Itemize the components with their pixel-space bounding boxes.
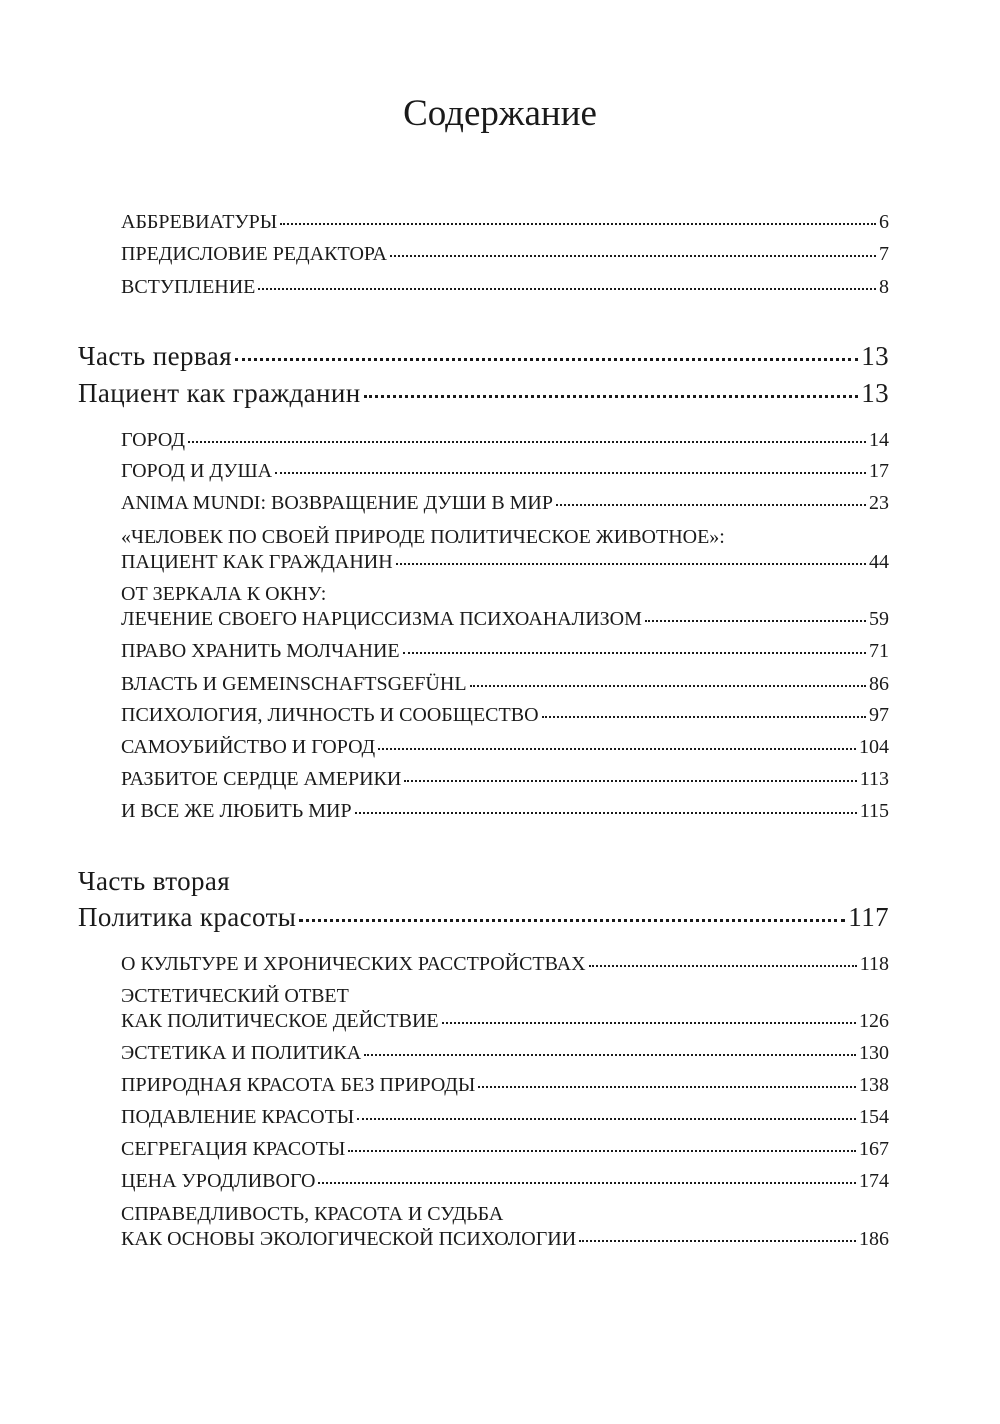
toc-entry-page: 126 [859,1010,889,1032]
part-subtitle[interactable] [78,380,889,407]
dot-leader [470,685,866,687]
toc-entry-label: ANIMA MUNDI: ВОЗВРАЩЕНИЕ ДУШИ В МИР [121,492,554,514]
toc-entry[interactable] [121,461,889,481]
toc-entry[interactable] [121,430,889,450]
toc-entry-pre-line: ЭСТЕТИЧЕСКИЙ ОТВЕТ [121,985,349,1007]
dot-leader [275,472,866,474]
toc-entry[interactable] [121,954,889,974]
toc-entry-page: 7 [879,243,889,265]
dot-leader [396,563,866,565]
toc-entry-page: 8 [879,276,889,298]
toc-entry-page: 118 [859,953,889,975]
dot-leader [357,1118,856,1120]
toc-entry-label: ЛЕЧЕНИЕ СВОЕГО НАРЦИССИЗМА ПСИХОАНАЛИЗОМ [121,608,642,630]
toc-entry-label: КАК ОСНОВЫ ЭКОЛОГИЧЕСКОЙ ПСИХОЛОГИИ [121,1228,577,1250]
dot-leader [378,748,856,750]
dot-leader [258,288,876,290]
toc-entry-label: ПАЦИЕНТ КАК ГРАЖДАНИН [121,551,393,573]
part-subtitle[interactable] [78,904,889,931]
dot-leader [390,255,876,257]
dot-leader [348,1150,856,1152]
part-subtitle-label: Политика красоты [78,902,297,932]
toc-entry-page: 186 [859,1228,889,1250]
dot-leader [404,780,856,782]
toc-entry[interactable] [121,1107,889,1127]
dot-leader [188,441,866,443]
toc-entry[interactable] [121,801,889,821]
toc-entry[interactable] [121,737,889,757]
toc-entry[interactable] [121,244,889,264]
dot-leader [478,1086,856,1088]
toc-entry-page: 17 [869,460,889,482]
dot-leader [235,358,858,361]
toc-entry-label: ЦЕНА УРОДЛИВОГО [121,1170,316,1192]
toc-entry-label: ВСТУПЛЕНИЕ [121,276,256,298]
toc-entry-pre-line: СПРАВЕДЛИВОСТЬ, КРАСОТА И СУДЬБА [121,1203,504,1225]
toc-entry-label: ПРЕДИСЛОВИЕ РЕДАКТОРА [121,243,387,265]
part-subtitle-label: Пациент как гражданин [78,378,361,408]
toc-entry[interactable] [121,493,889,513]
dot-leader [364,395,859,398]
dot-leader [403,652,866,654]
toc-entry-pre-line: «ЧЕЛОВЕК ПО СВОЕЙ ПРИРОДЕ ПОЛИТИЧЕСКОЕ ЖИВОТНОЕ»: [121,526,725,548]
toc-entry[interactable] [121,277,889,297]
toc-entry-label: И ВСЕ ЖЕ ЛЮБИТЬ МИР [121,800,352,822]
toc-entry-label: АББРЕВИАТУРЫ [121,211,278,233]
part-heading[interactable] [78,343,889,370]
toc-entry-page: 115 [859,800,889,822]
toc-entry[interactable] [121,641,889,661]
dot-leader [364,1054,856,1056]
toc-entry-label: ВЛАСТЬ И GEMEINSCHAFTSGEFÜHL [121,673,467,695]
dot-leader [645,620,866,622]
toc-entry[interactable] [121,1075,889,1095]
toc-entry-page: 23 [869,492,889,514]
toc-entry-label: ПОДАВЛЕНИЕ КРАСОТЫ [121,1106,355,1128]
toc-entry-label: О КУЛЬТУРЕ И ХРОНИЧЕСКИХ РАССТРОЙСТВАХ [121,953,586,975]
toc-entry-label: ГОРОД И ДУША [121,460,273,482]
toc-entry[interactable] [121,1139,889,1159]
toc-entry-page: 44 [869,551,889,573]
toc-entry-page: 167 [859,1138,889,1160]
part-subtitle-page: 117 [848,902,889,932]
toc-entry-pre-line: ОТ ЗЕРКАЛА К ОКНУ: [121,583,327,605]
toc-entry-label: ГОРОД [121,429,185,451]
toc-entry-page: 97 [869,704,889,726]
part-heading-label: Часть первая [78,341,232,371]
toc-entry-page: 59 [869,608,889,630]
dot-leader [579,1240,856,1242]
toc-entry-page: 14 [869,429,889,451]
toc-entry-page: 130 [859,1042,889,1064]
toc-entry-page: 104 [859,736,889,758]
toc-entry-label: СЕГРЕГАЦИЯ КРАСОТЫ [121,1138,346,1160]
toc-entry-page: 6 [879,211,889,233]
toc-entry-label: КАК ПОЛИТИЧЕСКОЕ ДЕЙСТВИЕ [121,1010,439,1032]
toc-entry-label: ЭСТЕТИКА И ПОЛИТИКА [121,1042,362,1064]
toc-entry[interactable] [121,212,889,232]
toc-entry-page: 113 [859,768,889,790]
toc-entry[interactable] [121,769,889,789]
toc-entry[interactable] [121,1043,889,1063]
toc-entry[interactable] [121,1011,889,1031]
part-heading-page: 13 [861,341,889,371]
toc-entry-label: ПРАВО ХРАНИТЬ МОЛЧАНИЕ [121,640,400,662]
toc-entry-page: 174 [859,1170,889,1192]
part-subtitle-page: 13 [861,378,889,408]
toc-entry-page: 86 [869,673,889,695]
toc-entry[interactable] [121,1229,889,1249]
toc-entry[interactable] [121,674,889,694]
toc-entry[interactable] [121,552,889,572]
toc-entry-label: ПСИХОЛОГИЯ, ЛИЧНОСТЬ И СООБЩЕСТВО [121,704,539,726]
toc-entry[interactable] [121,1171,889,1191]
page-title: Содержание [403,93,597,134]
toc-entry-page: 154 [859,1106,889,1128]
dot-leader [442,1022,856,1024]
dot-leader [280,223,876,225]
toc-entry-label: РАЗБИТОЕ СЕРДЦЕ АМЕРИКИ [121,768,402,790]
dot-leader [589,965,857,967]
toc-entry[interactable] [121,705,889,725]
toc-entry-label: САМОУБИЙСТВО И ГОРОД [121,736,376,758]
toc-entry-page: 138 [859,1074,889,1096]
dot-leader [542,716,866,718]
toc-entry-page: 71 [869,640,889,662]
toc-entry[interactable] [121,609,889,629]
dot-leader [556,504,866,506]
toc-entry-label: ПРИРОДНАЯ КРАСОТА БЕЗ ПРИРОДЫ [121,1074,476,1096]
dot-leader [355,812,857,814]
dot-leader [299,919,845,922]
part-heading[interactable]: Часть вторая [78,866,231,896]
dot-leader [318,1182,856,1184]
